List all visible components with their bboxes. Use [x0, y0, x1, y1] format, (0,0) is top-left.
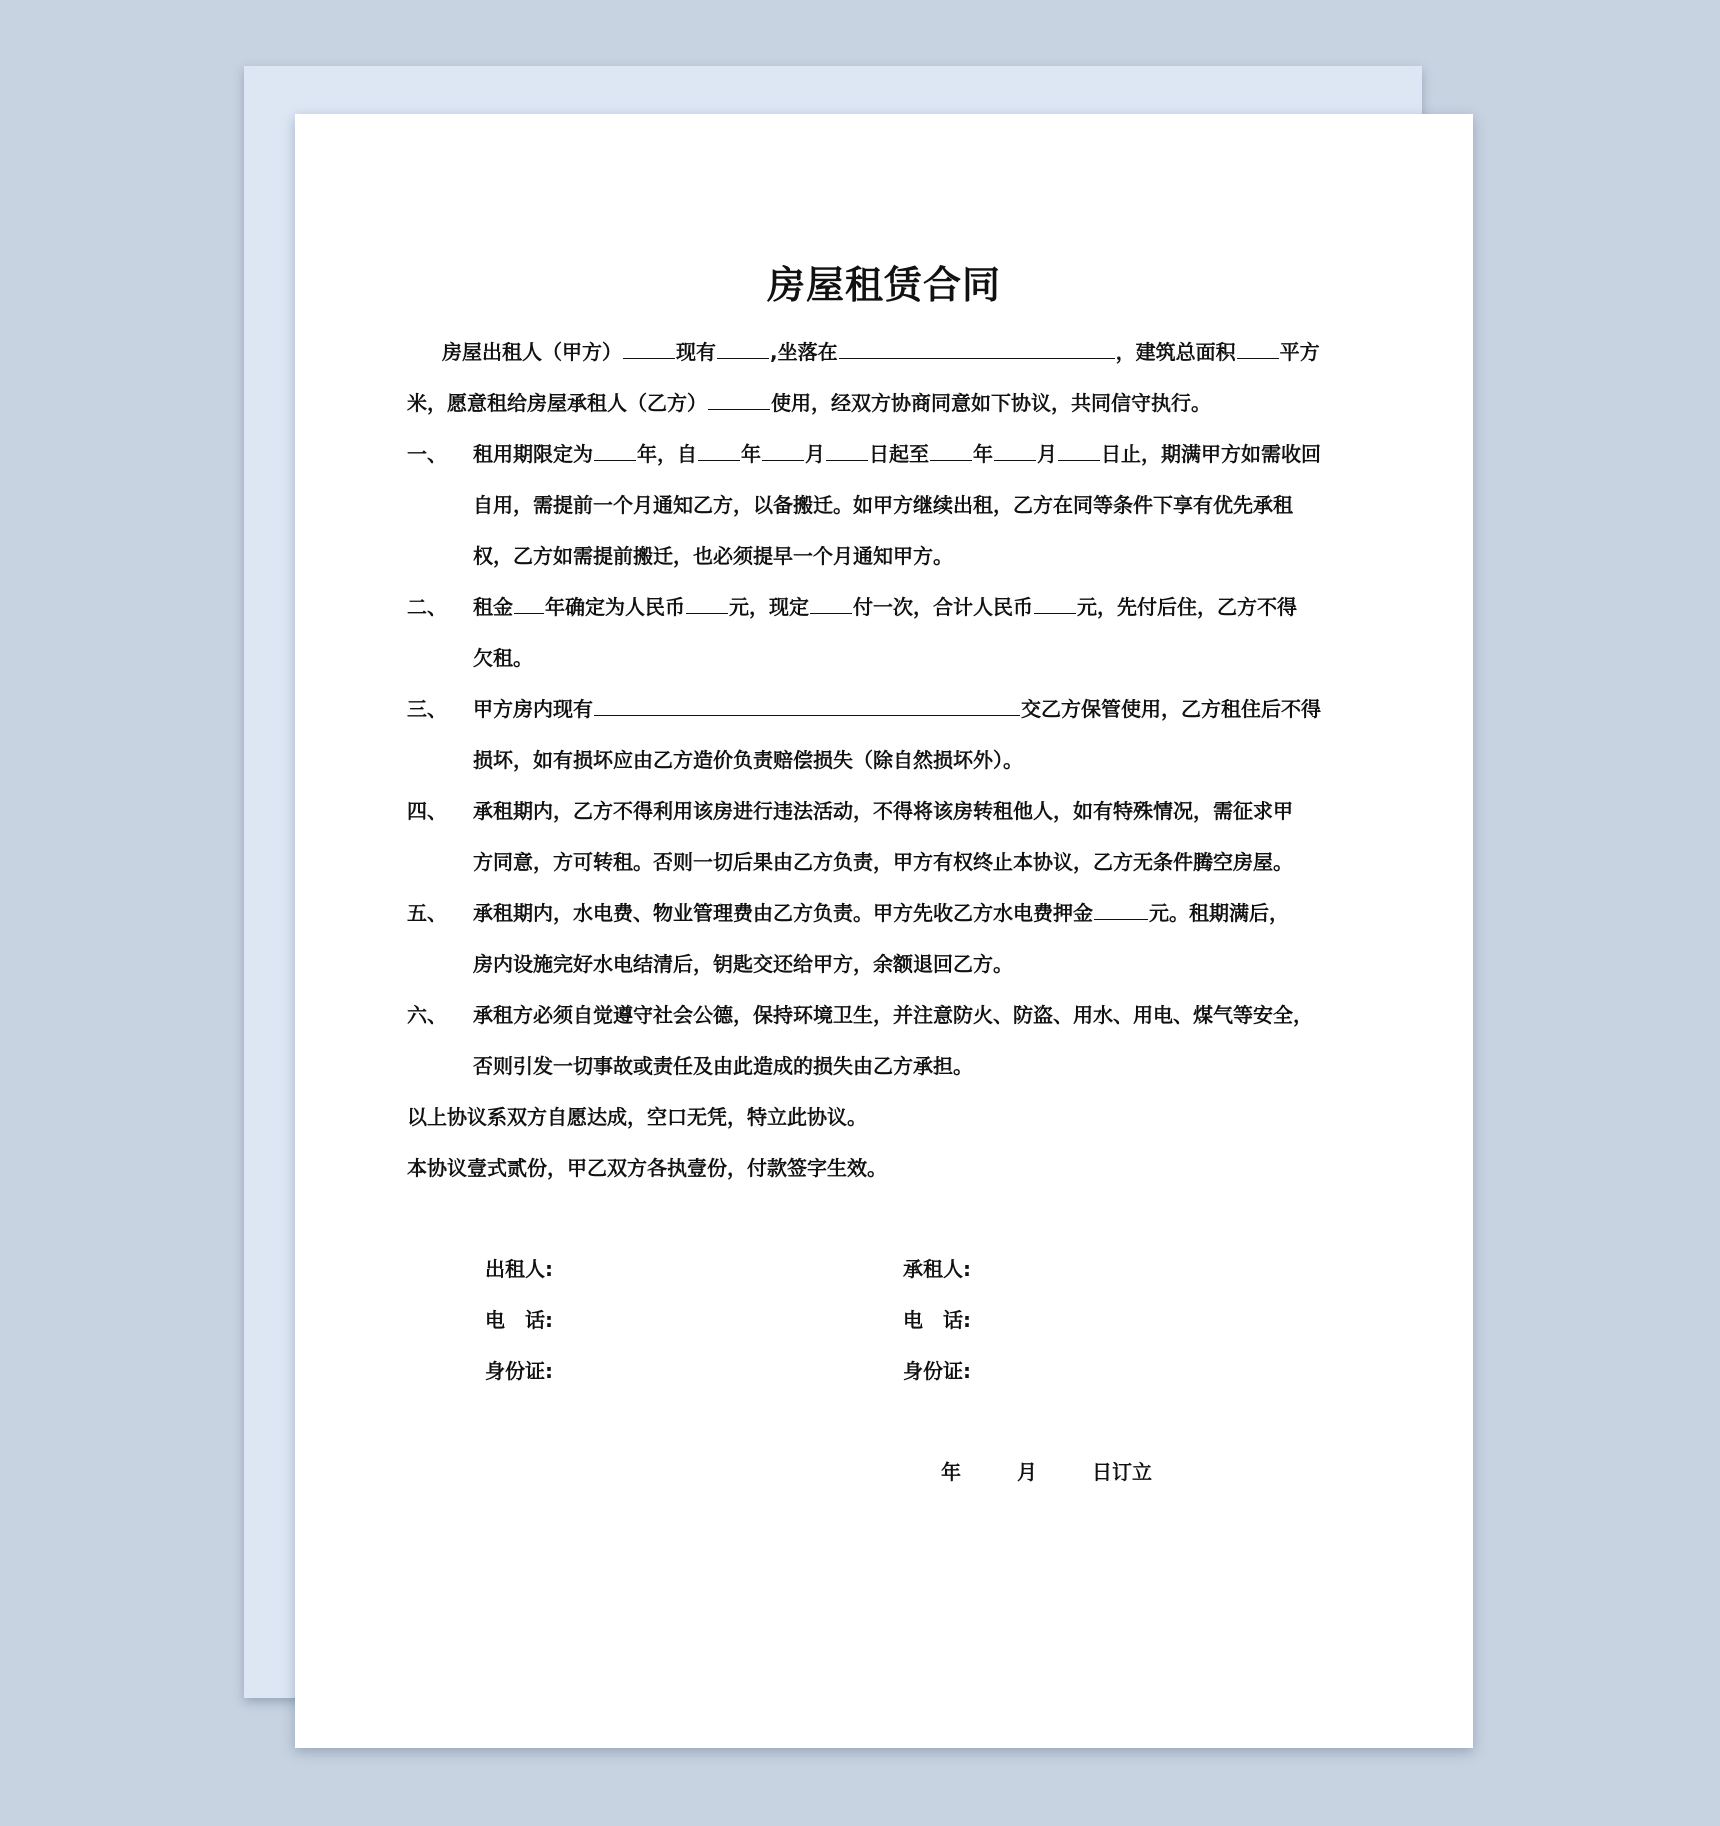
clause-1-line-2: 自用，需提前一个月通知乙方，以备搬迁。如甲方继续出租，乙方在同等条件下享有优先承租 [473, 493, 1293, 517]
blank-field[interactable] [762, 440, 804, 461]
document-page [295, 114, 1473, 1748]
blank-field[interactable] [698, 440, 740, 461]
clause-text: 日止，期满甲方如需收回 [1101, 442, 1321, 466]
lessee-label: 承租人: [903, 1257, 971, 1281]
clause-text: 交乙方保管使用，乙方租住后不得 [1021, 697, 1321, 721]
intro-text: ，建筑总面积 [1115, 340, 1236, 364]
blank-field[interactable] [826, 440, 868, 461]
clause-text: 月 [1037, 442, 1057, 466]
clause-number: 三、 [407, 697, 447, 721]
blank-field[interactable] [810, 593, 852, 614]
clause-3-line-1 [473, 695, 1321, 723]
blank-field[interactable] [1237, 338, 1279, 359]
date-month-label: 月 [1017, 1460, 1037, 1484]
blank-field[interactable] [594, 440, 636, 461]
lessor-id-label: 身份证: [485, 1359, 553, 1383]
clause-4-line-2: 方同意，方可转租。否则一切后果由乙方负责，甲方有权终止本协议，乙方无条件腾空房屋。 [473, 850, 1293, 874]
clause-text: 租金 [473, 595, 513, 619]
clause-6-line-1: 承租方必须自觉遵守社会公德，保持环境卫生，并注意防火、防盗、用水、用电、煤气等安全， [473, 1003, 1313, 1027]
intro-text: 平方 [1279, 340, 1320, 364]
clause-text: 日起至 [869, 442, 929, 466]
clause-text: 年，自 [637, 442, 697, 466]
clause-text: 承租期内，水电费、物业管理费由乙方负责。甲方先收乙方水电费押金 [473, 901, 1093, 925]
intro-text: 现有 [676, 340, 716, 364]
clause-5-line-1 [473, 899, 1289, 927]
clause-text: 付一次，合计人民币 [853, 595, 1033, 619]
clause-text: 甲方房内现有 [473, 697, 593, 721]
clause-1-line-1 [473, 440, 1321, 468]
date-day-label: 日订立 [1092, 1460, 1152, 1484]
clause-1-line-3: 权，乙方如需提前搬迁，也必须提早一个月通知甲方。 [473, 544, 953, 568]
clause-number: 六、 [407, 1003, 447, 1027]
blank-field[interactable] [1034, 593, 1076, 614]
clause-text: 元。租期满后， [1149, 901, 1289, 925]
blank-field[interactable] [594, 695, 1020, 716]
blank-field[interactable] [717, 338, 769, 359]
intro-text: 使用，经双方协商同意如下协议，共同信守执行。 [771, 391, 1211, 415]
blank-field[interactable] [839, 338, 1115, 359]
blank-field[interactable] [1094, 899, 1148, 920]
lessee-id-label: 身份证: [903, 1359, 971, 1383]
clause-3-line-2: 损坏，如有损坏应由乙方造价负责赔偿损失（除自然损坏外）。 [473, 748, 1023, 772]
closing-line-1: 以上协议系双方自愿达成，空口无凭，特立此协议。 [407, 1105, 867, 1129]
clause-number: 四、 [407, 799, 447, 823]
lessor-label: 出租人: [485, 1257, 553, 1281]
blank-field[interactable] [623, 338, 675, 359]
clause-number: 五、 [407, 901, 447, 925]
clause-number: 一、 [407, 442, 447, 466]
blank-field[interactable] [930, 440, 972, 461]
document-title: 房屋租赁合同 [766, 263, 1001, 307]
clause-4-line-1: 承租期内，乙方不得利用该房进行违法活动，不得将该房转租他人，如有特殊情况，需征求甲 [473, 799, 1293, 823]
intro-text: ,坐落在 [770, 340, 838, 364]
blank-field[interactable] [686, 593, 728, 614]
blank-field[interactable] [708, 389, 770, 410]
intro-text: 米，愿意租给房屋承租人（乙方） [407, 391, 707, 415]
clause-text: 年 [741, 442, 761, 466]
clause-text: 元，先付后住，乙方不得 [1077, 595, 1297, 619]
clause-text: 年 [973, 442, 993, 466]
lessor-phone-label: 电 话: [485, 1308, 553, 1332]
clause-text: 年确定为人民币 [545, 595, 685, 619]
lessee-phone-label: 电 话: [903, 1308, 971, 1332]
closing-line-2: 本协议壹式贰份，甲乙双方各执壹份，付款签字生效。 [407, 1156, 887, 1180]
blank-field[interactable] [514, 593, 544, 614]
intro-line-1 [442, 338, 1320, 366]
intro-line-2 [407, 389, 1211, 417]
clause-6-line-2: 否则引发一切事故或责任及由此造成的损失由乙方承担。 [473, 1054, 973, 1078]
clause-5-line-2: 房内设施完好水电结清后，钥匙交还给甲方，余额退回乙方。 [473, 952, 1013, 976]
clause-text: 元，现定 [729, 595, 809, 619]
clause-text: 租用期限定为 [473, 442, 593, 466]
intro-text: 房屋出租人（甲方） [442, 340, 622, 364]
clause-2-line-2: 欠租。 [473, 646, 533, 670]
clause-number: 二、 [407, 595, 447, 619]
blank-field[interactable] [994, 440, 1036, 461]
clause-2-line-1 [473, 593, 1297, 621]
clause-text: 月 [805, 442, 825, 466]
date-year-label: 年 [941, 1460, 961, 1484]
blank-field[interactable] [1058, 440, 1100, 461]
